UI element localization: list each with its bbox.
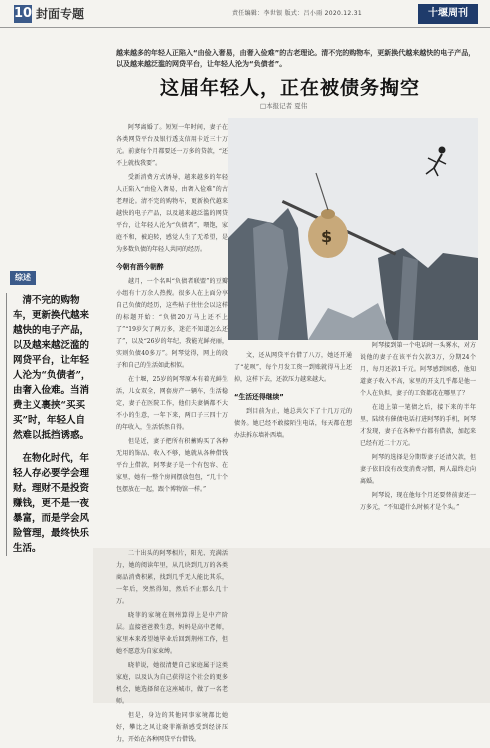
paragraph: 晓菲说，她很清楚自己家庭属于这类家庭，以及认为自己获得这个社会的更多机会，她选择留在这座城市，做了一名老师。 [116,662,228,705]
summary-paragraph-1: 清不完的购物车，更新换代越来越快的电子产品，以及越来越泛滥的网贷平台，让年轻人沦为“负债者”，由奢入俭难。当消费主义裹挟“买买买”时，年轻人自然难以抵挡诱惑。 [13,295,91,441]
paragraph: 受新消费方式诱导，越来越多的年轻人正陷入“由俭入奢易，由奢入俭难”的古老理论。清不完的购物车，更新换代越来越快的电子产品，以及越来越泛滥的网贷平台，让年轻人沦为“负债者”，喂饱，家庭不和，被迫转，感觉人生了无希望，是为多数负债的年轻人共同的经历。 [116,174,228,253]
page-number: 10 [14,6,33,21]
paragraph: 文，还从网贷平台借了八万，她还开通了“花呗”，每个月发工资一到账就得马上还掉，这样下去，还款压力越来越大。 [234,352,352,383]
subheading-2: “生活还得继续” [234,393,284,401]
article-byline: □本报记者 夏伟 [260,102,308,110]
body-column-1 [116,122,228,498]
paragraph: 晓菲的家境在荆州算得上是中产阶层。直接爸爸教生意，妈妈是高中老师，家里本来希望她毕业后回到荆州工作，但她不愿意为自家束缚。 [116,612,228,655]
summary-text [6,293,92,556]
paragraph: 到目前为止，她总共欠下了十几万元的债务。她已经不敢接陌生电话，每天都在想办法拆东墙补西墙。 [234,408,352,439]
paragraph: 阿琴接到第一个电话时一头雾水，对方说他的妻子在该平台欠款3万，分期24个月，每月还款1千元。阿琴感到困惑，他知道妻子收入不高，家里的开支几乎都是他一个人在负担，妻子的工资都花在哪里了？ [360,342,476,397]
page-header [0,0,490,28]
section-name: 封面专题 [36,7,85,21]
paragraph: 二十出头的阿琴相片，阳光、充满活力，她的阅读年里，从几块到几万的各类商品消费积累，找到几乎无人能比其乐，一年后，突然得知，然后不止那么几十万。 [116,550,228,605]
editor-meta: 责任编辑：李世银 版式：吕小雨 2020.12.31 [232,10,362,17]
article-deck: 越来越多的年轻人正陷入“由俭入奢易，由奢入俭难”的古老理论。清不完的购物车，更新换代越来越快的电子产品，以及越来越泛滥的网贷平台，让年轻人沦为“负债者”。 [116,49,476,68]
dollar-sign: $ [321,227,333,246]
paragraph: 阿琴的选择是分期帮妻子还清欠款，但妻子依旧没有改变消费习惯，两人最终走向离婚。 [360,454,476,485]
paragraph: 阿琴离婚了。短短一年时间，妻子在各类网贷平台及银行透支信用卡近三十万元。前妻每个月都要还一万多的贷款，“还不上就找我要”。 [116,124,228,167]
summary-badge: 综述 [10,271,36,285]
paragraph: 在追上第一笔债之后，接下来的半年里，陆续有催债电话打进阿琴的手机，阿琴才发现，妻子在各种平台都有借款，加起来已经有近二十万元。 [360,404,476,447]
brand-logo: 十堰周刊 [418,4,478,24]
article-title: 这届年轻人，正在被债务掏空 [160,77,421,99]
body-column-3 [360,340,476,516]
paragraph: 阿琴说，现在他每个月还要替前妻还一万多元，“不知道什么时候才是个头。” [360,492,476,511]
debt-illustration [228,118,478,340]
summary-paragraph-2: 在物化时代，年轻人存必要学会理财。理财不是投资赚钱，更不是一夜暴富，而是学会风险管理，最终快乐生活。 [13,453,90,554]
paragraph: 越月，一个名叫“负债者联盟”的豆瓣小组有十万余人热搜。很多人在上面分享自己负债的经历，这些帖子往往会以这样的标题开始：“负债20万马上还不上了”“19岁欠了两万多，迷茫不知道怎么还了”，以及“26岁的年纪，我能光鲜亮丽，实则负债40多万”。阿琴觉得，网上的段子和自己的生活如此相似。 [116,278,228,369]
paragraph: 在十堰，25岁的阿琴原本有着光鲜生活，儿女双全，网套房产一辆车，生活稳定，妻子在医院工作，他们夫妻俩都不大不小的生意，一年下来，两口子三四十万的年收入，生活恬然自得。 [116,376,228,431]
paragraph: 但是，身边的其他同事家境都比她好，攀比之风让晓菲渐渐感受到经济压力，开始在各种网贷平台借钱。 [116,712,228,743]
summary-sidebar [6,265,92,564]
subheading-1: 今朝有酒今朝醉 [116,263,164,271]
paragraph: 但是近，妻子把所有积蓄购买了各种无用的饰品、收入不够，她就从各种借钱平台上借款，阿琴妻子是一个有包容、在家里，她有一整个房间摆放包包，“几十个包摆放在一起，跟个博物馆一样。” [116,438,228,493]
body-column-1-lower [116,548,228,748]
body-column-2 [234,350,352,444]
